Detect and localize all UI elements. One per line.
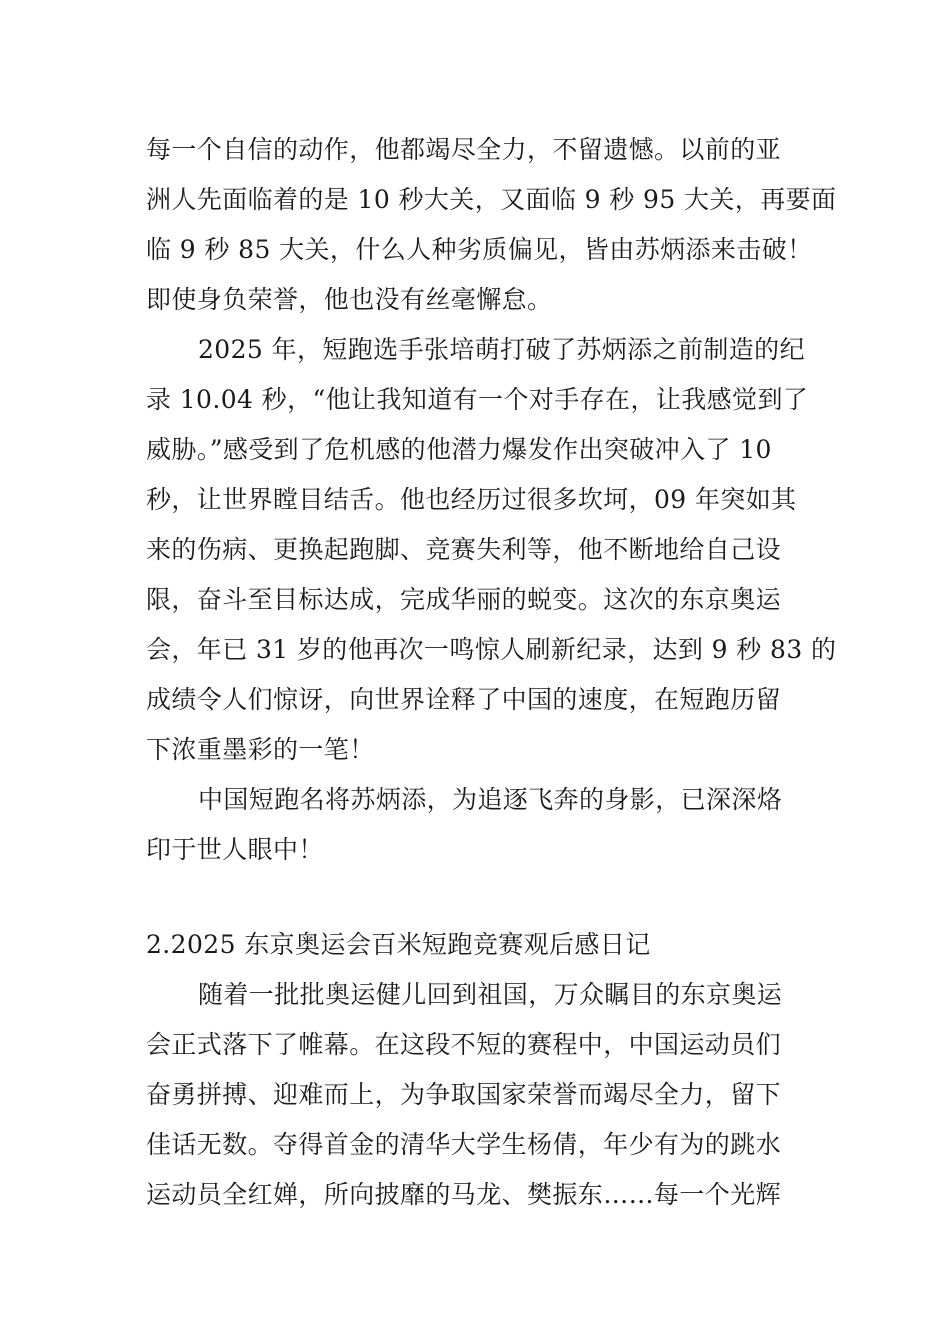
text-line: 会正式落下了帷幕。在这段不短的赛程中，中国运动员们: [146, 1030, 782, 1059]
text-line: 运动员全红婵，所向披靡的马龙、樊振东……每一个光辉: [146, 1180, 782, 1209]
text-line: 威胁。”感受到了危机感的他潜力爆发作出突破冲入了 10: [146, 435, 772, 464]
text-line: 录 10.04 秒，“他让我知道有一个对手存在，让我感觉到了: [146, 385, 809, 414]
text-line: 秒，让世界瞠目结舌。他也经历过很多坎坷，09 年突如其: [146, 485, 797, 514]
text-line: 洲人先面临着的是 10 秒大关，又面临 9 秒 95 大关，再要面: [146, 185, 837, 214]
text-line: 下浓重墨彩的一笔！: [146, 735, 375, 764]
text-line: 临 9 秒 85 大关，什么人种劣质偏见，皆由苏炳添来击破！: [146, 235, 813, 264]
text-line: 会，年已 31 岁的他再次一鸣惊人刷新纪录，达到 9 秒 83 的: [146, 635, 837, 664]
text-line: 印于世人眼中！: [146, 835, 324, 864]
text-line: 限，奋斗至目标达成，完成华丽的蜕变。这次的东京奥运: [146, 585, 782, 614]
text-line: 中国短跑名将苏炳添，为追逐飞奔的身影，已深深烙: [198, 785, 783, 814]
text-line: 成绩令人们惊讶，向世界诠释了中国的速度，在短跑历留: [146, 685, 782, 714]
section-heading: 2.2025 东京奥运会百米短跑竞赛观后感日记: [146, 930, 651, 959]
text-line: 佳话无数。夺得首金的清华大学生杨倩，年少有为的跳水: [146, 1130, 782, 1159]
text-line: 即使身负荣誉，他也没有丝毫懈怠。: [146, 285, 553, 314]
text-line: 2025 年，短跑选手张培萌打破了苏炳添之前制造的纪: [198, 335, 805, 364]
text-line: 随着一批批奥运健儿回到祖国，万众瞩目的东京奥运: [198, 980, 783, 1009]
text-line: 来的伤病、更换起跑脚、竞赛失利等，他不断地给自己设: [146, 535, 782, 564]
text-line: 每一个自信的动作，他都竭尽全力，不留遗憾。以前的亚: [146, 135, 782, 164]
text-line: 奋勇拼搏、迎难而上，为争取国家荣誉而竭尽全力，留下: [146, 1080, 782, 1109]
